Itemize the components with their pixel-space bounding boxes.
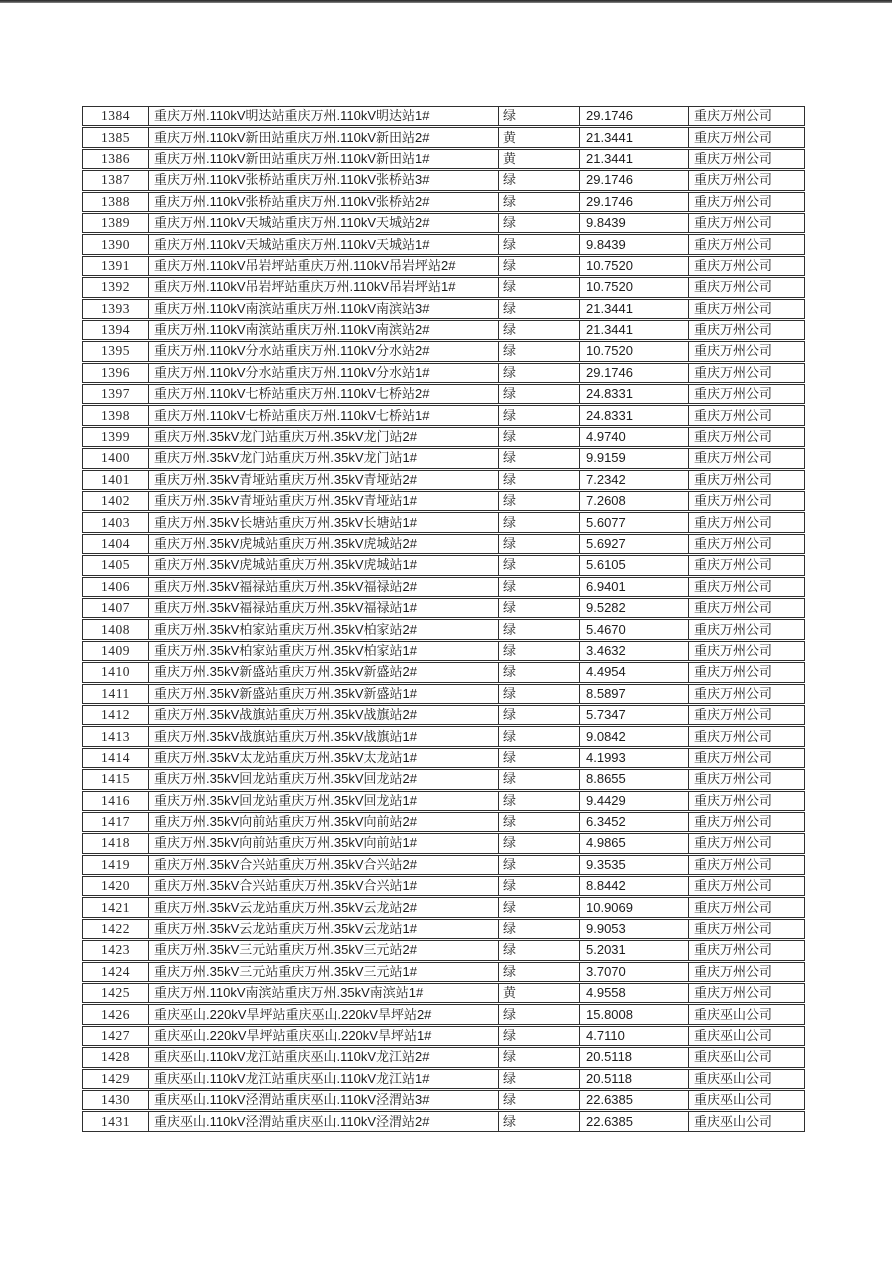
transformer-name-cell: 重庆万州.110kV明达站重庆万州.110kV明达站1#: [149, 107, 499, 125]
company-cell: 重庆万州公司: [694, 129, 773, 145]
company-cell: 重庆万州公司: [694, 878, 773, 894]
transformer-name-cell: 重庆巫山.220kV旱坪站重庆巫山.220kV旱坪站2#: [149, 1005, 499, 1023]
status-cell: 绿: [499, 556, 580, 574]
row-index-cell: 1431: [83, 1112, 149, 1130]
row-index-cell: 1395: [83, 342, 149, 360]
table-row: [82, 791, 805, 811]
row-index-cell: 1399: [83, 428, 149, 446]
row-index-cell: 1427: [83, 1027, 149, 1045]
company-cell: 重庆万州公司: [694, 985, 773, 1001]
value-cell: 4.1993: [580, 749, 689, 767]
table-row: [82, 641, 805, 661]
company-cell: 重庆万州公司: [694, 172, 773, 188]
table-row: [82, 491, 805, 511]
status-cell: 绿: [499, 1091, 580, 1109]
row-index-cell: 1409: [83, 642, 149, 660]
company-cell: 重庆万州公司: [694, 279, 773, 295]
company-cell: 重庆万州公司: [694, 728, 773, 744]
transformer-name-cell: 重庆万州.110kV新田站重庆万州.110kV新田站2#: [149, 128, 499, 146]
status-cell: 绿: [499, 920, 580, 938]
status-cell: 绿: [499, 1005, 580, 1023]
transformer-name-cell: 重庆万州.110kV张桥站重庆万州.110kV张桥站2#: [149, 193, 499, 211]
company-cell: 重庆万州公司: [694, 108, 773, 124]
status-cell: 绿: [499, 663, 580, 681]
table-row: [82, 149, 805, 169]
transformer-name-cell: 重庆万州.35kV回龙站重庆万州.35kV回龙站2#: [149, 770, 499, 788]
company-cell: 重庆万州公司: [694, 557, 773, 573]
transformer-name-cell: 重庆万州.35kV向前站重庆万州.35kV向前站1#: [149, 834, 499, 852]
transformer-name-cell: 重庆万州.110kV吊岩坪站重庆万州.110kV吊岩坪站2#: [149, 257, 499, 275]
value-cell: 7.2608: [580, 492, 689, 510]
transformer-name-cell: 重庆万州.35kV柏家站重庆万州.35kV柏家站1#: [149, 642, 499, 660]
row-index-cell: 1384: [83, 107, 149, 125]
row-index-cell: 1410: [83, 663, 149, 681]
table-row: [82, 1004, 805, 1024]
row-index-cell: 1390: [83, 235, 149, 253]
company-cell: 重庆万州公司: [694, 963, 773, 979]
value-cell: 21.3441: [580, 321, 689, 339]
row-index-cell: 1414: [83, 749, 149, 767]
transformer-name-cell: 重庆巫山.110kV龙江站重庆巫山.110kV龙江站1#: [149, 1070, 499, 1088]
table-row: [82, 256, 805, 276]
transformer-name-cell: 重庆万州.35kV虎城站重庆万州.35kV虎城站1#: [149, 556, 499, 574]
row-index-cell: 1412: [83, 706, 149, 724]
value-cell: 10.7520: [580, 257, 689, 275]
table-row: [82, 812, 805, 832]
table-row: [82, 876, 805, 896]
status-cell: 绿: [499, 941, 580, 959]
transformer-name-cell: 重庆万州.35kV福禄站重庆万州.35kV福禄站1#: [149, 599, 499, 617]
value-cell: 29.1746: [580, 364, 689, 382]
row-index-cell: 1386: [83, 150, 149, 168]
table-row: [82, 320, 805, 340]
value-cell: 7.2342: [580, 471, 689, 489]
transformer-name-cell: 重庆万州.35kV合兴站重庆万州.35kV合兴站1#: [149, 877, 499, 895]
value-cell: 8.8442: [580, 877, 689, 895]
company-cell: 重庆万州公司: [694, 600, 773, 616]
transformer-name-cell: 重庆万州.35kV云龙站重庆万州.35kV云龙站2#: [149, 898, 499, 916]
status-cell: 绿: [499, 342, 580, 360]
table-row: [82, 213, 805, 233]
value-cell: 9.8439: [580, 214, 689, 232]
value-cell: 9.9159: [580, 449, 689, 467]
row-index-cell: 1391: [83, 257, 149, 275]
row-index-cell: 1402: [83, 492, 149, 510]
status-cell: 绿: [499, 813, 580, 831]
row-index-cell: 1397: [83, 385, 149, 403]
status-cell: 绿: [499, 257, 580, 275]
transformer-name-cell: 重庆万州.110kV天城站重庆万州.110kV天城站1#: [149, 235, 499, 253]
company-cell: 重庆万州公司: [694, 835, 773, 851]
value-cell: 29.1746: [580, 171, 689, 189]
value-cell: 29.1746: [580, 193, 689, 211]
status-cell: 绿: [499, 599, 580, 617]
transformer-name-cell: 重庆巫山.110kV龙江站重庆巫山.110kV龙江站2#: [149, 1048, 499, 1066]
status-cell: 绿: [499, 1048, 580, 1066]
value-cell: 9.3535: [580, 856, 689, 874]
company-cell: 重庆万州公司: [694, 749, 773, 765]
status-cell: 绿: [499, 963, 580, 981]
status-cell: 绿: [499, 385, 580, 403]
company-cell: 重庆万州公司: [694, 621, 773, 637]
table-row: [82, 748, 805, 768]
transformer-name-cell: 重庆巫山.110kV泾渭站重庆巫山.110kV泾渭站2#: [149, 1112, 499, 1130]
row-index-cell: 1421: [83, 898, 149, 916]
table-row: [82, 684, 805, 704]
status-cell: 绿: [499, 578, 580, 596]
company-cell: 重庆万州公司: [694, 514, 773, 530]
value-cell: 9.5282: [580, 599, 689, 617]
table-row: [82, 192, 805, 212]
table-row: [82, 577, 805, 597]
transformer-name-cell: 重庆万州.110kV七桥站重庆万州.110kV七桥站2#: [149, 385, 499, 403]
status-cell: 绿: [499, 107, 580, 125]
value-cell: 9.0842: [580, 727, 689, 745]
value-cell: 3.7070: [580, 963, 689, 981]
company-cell: 重庆万州公司: [694, 493, 773, 509]
status-cell: 绿: [499, 278, 580, 296]
value-cell: 3.4632: [580, 642, 689, 660]
table-row: [82, 448, 805, 468]
value-cell: 5.6927: [580, 535, 689, 553]
company-cell: 重庆万州公司: [694, 814, 773, 830]
row-index-cell: 1429: [83, 1070, 149, 1088]
value-cell: 22.6385: [580, 1091, 689, 1109]
row-index-cell: 1407: [83, 599, 149, 617]
table-row: [82, 106, 805, 126]
company-cell: 重庆万州公司: [694, 921, 773, 937]
status-cell: 绿: [499, 642, 580, 660]
status-cell: 绿: [499, 406, 580, 424]
transformer-name-cell: 重庆万州.35kV向前站重庆万州.35kV向前站2#: [149, 813, 499, 831]
status-cell: 绿: [499, 727, 580, 745]
transformer-name-cell: 重庆万州.35kV战旗站重庆万州.35kV战旗站1#: [149, 727, 499, 745]
company-cell: 重庆万州公司: [694, 771, 773, 787]
transformer-name-cell: 重庆万州.35kV回龙站重庆万州.35kV回龙站1#: [149, 792, 499, 810]
company-cell: 重庆万州公司: [694, 642, 773, 658]
table-row: [82, 940, 805, 960]
company-cell: 重庆万州公司: [694, 150, 773, 166]
transformer-name-cell: 重庆万州.110kV分水站重庆万州.110kV分水站2#: [149, 342, 499, 360]
row-index-cell: 1405: [83, 556, 149, 574]
row-index-cell: 1404: [83, 535, 149, 553]
company-cell: 重庆巫山公司: [694, 1049, 773, 1065]
value-cell: 5.4670: [580, 620, 689, 638]
value-cell: 5.7347: [580, 706, 689, 724]
transformer-name-cell: 重庆万州.35kV青垭站重庆万州.35kV青垭站1#: [149, 492, 499, 510]
status-cell: 绿: [499, 1112, 580, 1130]
row-index-cell: 1393: [83, 300, 149, 318]
company-cell: 重庆万州公司: [694, 707, 773, 723]
value-cell: 10.7520: [580, 278, 689, 296]
table-row: [82, 1026, 805, 1046]
company-cell: 重庆巫山公司: [694, 1092, 773, 1108]
status-cell: 绿: [499, 792, 580, 810]
status-cell: 绿: [499, 235, 580, 253]
company-cell: 重庆巫山公司: [694, 1006, 773, 1022]
row-index-cell: 1419: [83, 856, 149, 874]
value-cell: 24.8331: [580, 385, 689, 403]
row-index-cell: 1422: [83, 920, 149, 938]
table-row: [82, 427, 805, 447]
row-index-cell: 1389: [83, 214, 149, 232]
table-row: [82, 234, 805, 254]
company-cell: 重庆万州公司: [694, 343, 773, 359]
row-index-cell: 1426: [83, 1005, 149, 1023]
transformer-name-cell: 重庆万州.110kV南滨站重庆万州.110kV南滨站2#: [149, 321, 499, 339]
company-cell: 重庆巫山公司: [694, 1113, 773, 1129]
company-cell: 重庆万州公司: [694, 792, 773, 808]
transformer-name-cell: 重庆巫山.220kV旱坪站重庆巫山.220kV旱坪站1#: [149, 1027, 499, 1045]
table-row: [82, 1069, 805, 1089]
status-cell: 绿: [499, 513, 580, 531]
table-row: [82, 555, 805, 575]
table-row: [82, 919, 805, 939]
company-cell: 重庆万州公司: [694, 899, 773, 915]
transformer-name-cell: 重庆万州.110kV新田站重庆万州.110kV新田站1#: [149, 150, 499, 168]
status-cell: 绿: [499, 428, 580, 446]
value-cell: 9.8439: [580, 235, 689, 253]
status-cell: 绿: [499, 706, 580, 724]
row-index-cell: 1403: [83, 513, 149, 531]
status-cell: 绿: [499, 364, 580, 382]
row-index-cell: 1420: [83, 877, 149, 895]
value-cell: 15.8008: [580, 1005, 689, 1023]
company-cell: 重庆万州公司: [694, 429, 773, 445]
company-cell: 重庆万州公司: [694, 664, 773, 680]
row-index-cell: 1385: [83, 128, 149, 146]
row-index-cell: 1418: [83, 834, 149, 852]
value-cell: 10.7520: [580, 342, 689, 360]
value-cell: 4.7110: [580, 1027, 689, 1045]
table-row: [82, 470, 805, 490]
value-cell: 8.5897: [580, 685, 689, 703]
row-index-cell: 1392: [83, 278, 149, 296]
row-index-cell: 1415: [83, 770, 149, 788]
value-cell: 21.3441: [580, 128, 689, 146]
transformer-name-cell: 重庆万州.110kV吊岩坪站重庆万州.110kV吊岩坪站1#: [149, 278, 499, 296]
row-index-cell: 1408: [83, 620, 149, 638]
transformer-name-cell: 重庆万州.35kV龙门站重庆万州.35kV龙门站1#: [149, 449, 499, 467]
transformer-name-cell: 重庆万州.35kV合兴站重庆万州.35kV合兴站2#: [149, 856, 499, 874]
value-cell: 9.4429: [580, 792, 689, 810]
table-row: [82, 170, 805, 190]
company-cell: 重庆万州公司: [694, 942, 773, 958]
row-index-cell: 1416: [83, 792, 149, 810]
company-cell: 重庆万州公司: [694, 471, 773, 487]
company-cell: 重庆万州公司: [694, 407, 773, 423]
table-row: [82, 855, 805, 875]
row-index-cell: 1423: [83, 941, 149, 959]
status-cell: 绿: [499, 171, 580, 189]
company-cell: 重庆万州公司: [694, 685, 773, 701]
status-cell: 绿: [499, 471, 580, 489]
company-cell: 重庆万州公司: [694, 257, 773, 273]
value-cell: 22.6385: [580, 1112, 689, 1130]
table-row: [82, 662, 805, 682]
table-row: [82, 363, 805, 383]
transformer-name-cell: 重庆万州.35kV太龙站重庆万州.35kV太龙站1#: [149, 749, 499, 767]
table-row: [82, 277, 805, 297]
status-cell: 黄: [499, 128, 580, 146]
value-cell: 5.2031: [580, 941, 689, 959]
table-row: [82, 833, 805, 853]
row-index-cell: 1396: [83, 364, 149, 382]
row-index-cell: 1398: [83, 406, 149, 424]
table-row: [82, 1047, 805, 1067]
transformer-name-cell: 重庆万州.35kV新盛站重庆万州.35kV新盛站1#: [149, 685, 499, 703]
transformer-name-cell: 重庆万州.35kV战旗站重庆万州.35kV战旗站2#: [149, 706, 499, 724]
table-row: [82, 983, 805, 1003]
table-row: [82, 726, 805, 746]
transformer-name-cell: 重庆万州.35kV龙门站重庆万州.35kV龙门站2#: [149, 428, 499, 446]
value-cell: 4.9558: [580, 984, 689, 1002]
transformer-name-cell: 重庆万州.110kV天城站重庆万州.110kV天城站2#: [149, 214, 499, 232]
table-row: [82, 384, 805, 404]
company-cell: 重庆万州公司: [694, 236, 773, 252]
status-cell: 绿: [499, 620, 580, 638]
status-cell: 绿: [499, 1070, 580, 1088]
status-cell: 绿: [499, 449, 580, 467]
company-cell: 重庆巫山公司: [694, 1070, 773, 1086]
status-cell: 绿: [499, 1027, 580, 1045]
company-cell: 重庆万州公司: [694, 193, 773, 209]
value-cell: 4.9865: [580, 834, 689, 852]
status-cell: 绿: [499, 834, 580, 852]
table-row: [82, 534, 805, 554]
table-row: [82, 405, 805, 425]
company-cell: 重庆巫山公司: [694, 1027, 773, 1043]
row-index-cell: 1406: [83, 578, 149, 596]
status-cell: 绿: [499, 535, 580, 553]
status-cell: 绿: [499, 300, 580, 318]
status-cell: 绿: [499, 214, 580, 232]
status-cell: 绿: [499, 749, 580, 767]
status-cell: 绿: [499, 492, 580, 510]
status-cell: 黄: [499, 984, 580, 1002]
company-cell: 重庆万州公司: [694, 856, 773, 872]
status-cell: 黄: [499, 150, 580, 168]
transformer-name-cell: 重庆万州.35kV福禄站重庆万州.35kV福禄站2#: [149, 578, 499, 596]
transformer-name-cell: 重庆万州.35kV青垭站重庆万州.35kV青垭站2#: [149, 471, 499, 489]
row-index-cell: 1417: [83, 813, 149, 831]
status-cell: 绿: [499, 898, 580, 916]
value-cell: 20.5118: [580, 1070, 689, 1088]
row-index-cell: 1400: [83, 449, 149, 467]
table-row: [82, 299, 805, 319]
row-index-cell: 1411: [83, 685, 149, 703]
company-cell: 重庆万州公司: [694, 578, 773, 594]
table-row: [82, 897, 805, 917]
table-row: [82, 341, 805, 361]
company-cell: 重庆万州公司: [694, 450, 773, 466]
value-cell: 5.6077: [580, 513, 689, 531]
table-row: [82, 512, 805, 532]
row-index-cell: 1394: [83, 321, 149, 339]
transformer-name-cell: 重庆万州.35kV柏家站重庆万州.35kV柏家站2#: [149, 620, 499, 638]
value-cell: 4.9740: [580, 428, 689, 446]
row-index-cell: 1430: [83, 1091, 149, 1109]
value-cell: 21.3441: [580, 150, 689, 168]
transformer-name-cell: 重庆万州.110kV南滨站重庆万州.35kV南滨站1#: [149, 984, 499, 1002]
row-index-cell: 1388: [83, 193, 149, 211]
window-top-edge: [0, 0, 892, 3]
value-cell: 8.8655: [580, 770, 689, 788]
row-index-cell: 1401: [83, 471, 149, 489]
status-cell: 绿: [499, 193, 580, 211]
table-row: [82, 1090, 805, 1110]
row-index-cell: 1424: [83, 963, 149, 981]
substation-transformer-table: [82, 106, 805, 1133]
value-cell: 24.8331: [580, 406, 689, 424]
transformer-name-cell: 重庆巫山.110kV泾渭站重庆巫山.110kV泾渭站3#: [149, 1091, 499, 1109]
value-cell: 29.1746: [580, 107, 689, 125]
company-cell: 重庆万州公司: [694, 386, 773, 402]
transformer-name-cell: 重庆万州.110kV张桥站重庆万州.110kV张桥站3#: [149, 171, 499, 189]
row-index-cell: 1387: [83, 171, 149, 189]
status-cell: 绿: [499, 685, 580, 703]
company-cell: 重庆万州公司: [694, 322, 773, 338]
transformer-name-cell: 重庆万州.35kV三元站重庆万州.35kV三元站2#: [149, 941, 499, 959]
transformer-name-cell: 重庆万州.35kV三元站重庆万州.35kV三元站1#: [149, 963, 499, 981]
transformer-name-cell: 重庆万州.35kV新盛站重庆万州.35kV新盛站2#: [149, 663, 499, 681]
table-row: [82, 769, 805, 789]
row-index-cell: 1413: [83, 727, 149, 745]
value-cell: 5.6105: [580, 556, 689, 574]
value-cell: 10.9069: [580, 898, 689, 916]
company-cell: 重庆万州公司: [694, 364, 773, 380]
status-cell: 绿: [499, 856, 580, 874]
row-index-cell: 1425: [83, 984, 149, 1002]
value-cell: 6.3452: [580, 813, 689, 831]
table-row: [82, 619, 805, 639]
value-cell: 9.9053: [580, 920, 689, 938]
value-cell: 20.5118: [580, 1048, 689, 1066]
status-cell: 绿: [499, 877, 580, 895]
transformer-name-cell: 重庆万州.110kV分水站重庆万州.110kV分水站1#: [149, 364, 499, 382]
status-cell: 绿: [499, 321, 580, 339]
transformer-name-cell: 重庆万州.35kV虎城站重庆万州.35kV虎城站2#: [149, 535, 499, 553]
value-cell: 21.3441: [580, 300, 689, 318]
table-row: [82, 598, 805, 618]
table-row: [82, 705, 805, 725]
company-cell: 重庆万州公司: [694, 536, 773, 551]
company-cell: 重庆万州公司: [694, 300, 773, 316]
table-row: [82, 962, 805, 982]
transformer-name-cell: 重庆万州.35kV云龙站重庆万州.35kV云龙站1#: [149, 920, 499, 938]
status-cell: 绿: [499, 770, 580, 788]
value-cell: 6.9401: [580, 578, 689, 596]
table-row: [82, 127, 805, 147]
row-index-cell: 1428: [83, 1048, 149, 1066]
company-cell: 重庆万州公司: [694, 215, 773, 231]
transformer-name-cell: 重庆万州.35kV长塘站重庆万州.35kV长塘站1#: [149, 513, 499, 531]
transformer-name-cell: 重庆万州.110kV南滨站重庆万州.110kV南滨站3#: [149, 300, 499, 318]
value-cell: 4.4954: [580, 663, 689, 681]
transformer-name-cell: 重庆万州.110kV七桥站重庆万州.110kV七桥站1#: [149, 406, 499, 424]
table-row: [82, 1111, 805, 1131]
